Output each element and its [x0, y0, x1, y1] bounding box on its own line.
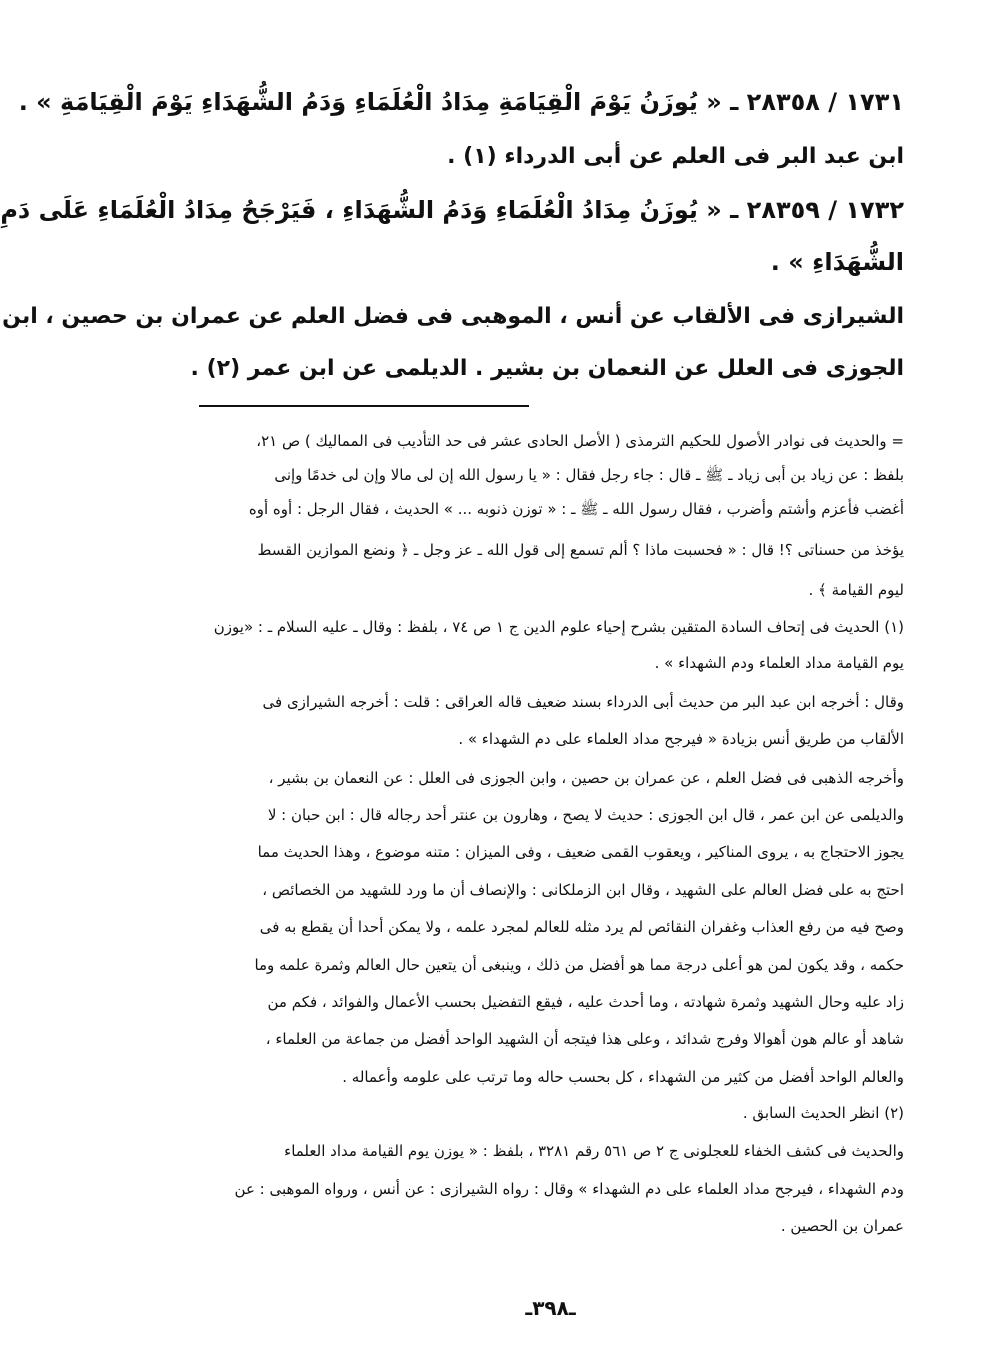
footnote-line: شاهد أو عالم هون أهوالا وفرج شدائد ، وعلى هذا فيتجه أن الشهيد الواحد أفضل من جماعة من العلماء ،: [265, 1030, 904, 1048]
footnote-line: والعالم الواحد أفضل من كثير من الشهداء ، كل بحسب حاله وما ترتب على علومه وأعماله .: [342, 1068, 904, 1086]
footnote-line: وقال : أخرجه ابن عبد البر من حديث أبى الدرداء بسند ضعيف قاله العراقى : قلت : أخرجه الشيرازى فى: [262, 693, 904, 711]
hadith-1732-sources-line-1: الشيرازى فى الألقاب عن أنس ، الموهبى فى فضل العلم عن عمران بن حصين ، ابن: [2, 304, 904, 329]
footnote-line: وأخرجه الذهبى فى فضل العلم ، عن عمران بن حصين ، وابن الجوزى فى العلل : عن النعمان بن بشير ،: [268, 769, 904, 787]
footnote-line: ليوم القيامة ﴾ .: [808, 581, 904, 599]
footnote-line: حكمه ، وقد يكون لمن هو أعلى درجة مما هو أفضل من ذلك ، وينبغى أن يتعين حال العالم وثمرة علمه وما: [254, 956, 904, 974]
footnote-line: الألقاب من طريق أنس بزيادة « فيرجح مداد العلماء على دم الشهداء » .: [458, 730, 904, 748]
footnote-line: زاد عليه وحال الشهيد وثمرة شهادته ، وما أحدث عليه ، فيقع التفضيل بحسب الأعمال والفوائد ، فكم من: [267, 993, 904, 1011]
footnote-line: عمران بن الحصين .: [780, 1217, 904, 1235]
hadith-1731-source: ابن عبد البر فى العلم عن أبى الدرداء (١) .: [447, 144, 904, 169]
footnote-line: يجوز الاحتجاج به ، يروى المناكير ، ويعقوب القمى ضعيف ، وفى الميزان : متنه موضوع ، وهذا الحديث مما: [257, 843, 904, 861]
page-number: ـ٣٩٨ـ: [525, 1296, 576, 1320]
footnote-line: وصح فيه من رفع العذاب وغفران النقائص لم يرد مثله للعالم لمجرد علمه ، ولا يمكن أحدا أن يقطع به فى: [259, 918, 904, 936]
footnote-divider: [199, 405, 529, 407]
footnote-line: احتج به على فضل العالم على الشهيد ، وقال ابن الزملكانى : والإنصاف أن ما ورد للشهيد من الخصائص ،: [262, 881, 904, 899]
footnote-line: والديلمى عن ابن عمر ، قال ابن الجوزى : حديث لا يصح ، وهارون بن عنتر أحد رجاله قال : ابن حبان : لا: [267, 806, 904, 824]
footnote-1: (١) الحديث فى إتحاف السادة المتقين بشرح إحياء علوم الدين ج ١ ص ٧٤ ، بلفظ : وقال ـ عليه السلام ـ : «يوزن: [213, 618, 904, 636]
footnote-line: والحديث فى كشف الخفاء للعجلونى ج ٢ ص ٥٦١ رقم ٣٢٨١ ، بلفظ : « يوزن يوم القيامة مداد العلماء: [284, 1142, 904, 1160]
hadith-1732-sources-line-2: الجوزى فى العلل عن النعمان بن بشير . الديلمى عن ابن عمر (٢) .: [190, 356, 904, 381]
footnote-2: (٢) انظر الحديث السابق .: [742, 1104, 904, 1122]
footnote-line: يوم القيامة مداد العلماء ودم الشهداء » .: [654, 654, 904, 672]
hadith-1731: ١٧٣١ / ٢٨٣٥٨ ـ « يُوزَنُ يَوْمَ الْقِيَامَةِ مِدَادُ الْعُلَمَاءِ وَدَمُ الشُّهَدَاءِ يَوْمَ الْقِيَامَةِ » .: [18, 88, 904, 116]
hadith-1732: ١٧٣٢ / ٢٨٣٥٩ ـ « يُوزَنُ مِدَادُ الْعُلَمَاءِ وَدَمُ الشُّهَدَاءِ ، فَيَرْجَحُ مِدَادُ الْعُلَمَاءِ عَلَى دَمِ: [0, 196, 904, 224]
footnote-line: أغضب فأعزم وأشتم وأضرب ، فقال رسول الله ـ ﷺ ـ : « توزن ذنوبه ... » الحديث ، فقال الرجل : أوه أوه: [248, 500, 904, 518]
hadith-1732-continued: الشُّهَدَاءِ » .: [770, 248, 904, 276]
footnote-line: ودم الشهداء ، فيرجح مداد العلماء على دم الشهداء » وقال : رواه الشيرازى : عن أنس ، ورواه الموهبى : عن: [234, 1180, 904, 1198]
footnote-line: بلفظ : عن زياد بن أبى زياد ـ ﷺ ـ قال : جاء رجل فقال : « يا رسول الله إن لى مالا وإن لى خدمًا وإنى: [274, 466, 904, 484]
footnote-line: = والحديث فى نوادر الأصول للحكيم الترمذى ( الأصل الحادى عشر فى حد التأديب فى المماليك ) ص ٢١،: [256, 432, 904, 450]
footnote-line: يؤخذ من حسناتى ؟! قال : « فحسبت ماذا ؟ ألم تسمع إلى قول الله ـ عز وجل ـ ﴿ ونضع الموازين القسط: [257, 541, 904, 559]
